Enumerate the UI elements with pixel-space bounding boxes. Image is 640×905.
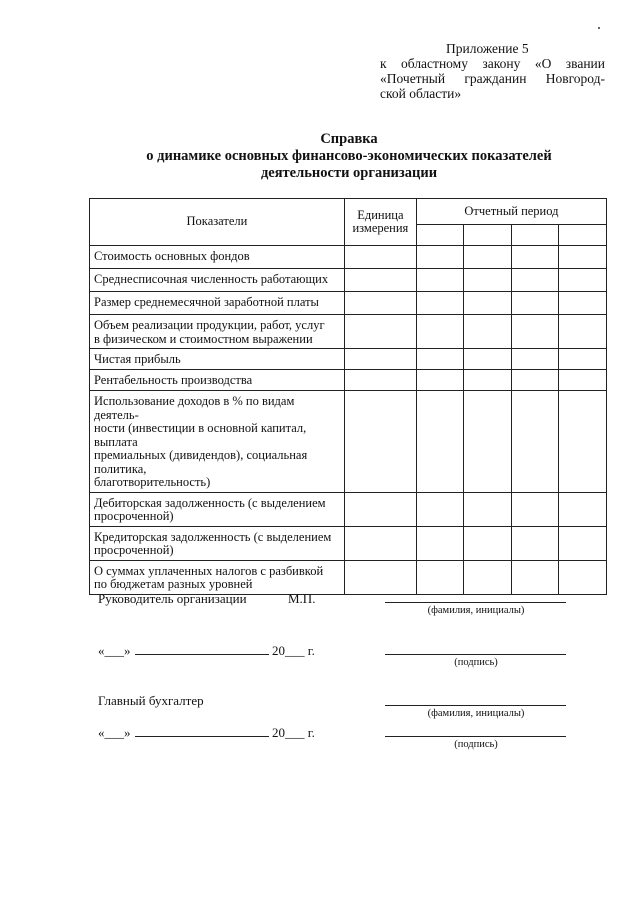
name-line[interactable] <box>385 602 566 603</box>
unit-cell <box>344 492 416 526</box>
header-indicators: Показатели <box>90 199 345 246</box>
value-cell <box>464 349 512 370</box>
indicator-cell <box>90 370 345 391</box>
value-cell <box>559 526 607 560</box>
value-cell <box>464 492 512 526</box>
header-unit-line: измерения <box>352 221 409 235</box>
appendix-line: к областному закону «О звании <box>380 56 605 71</box>
value-cell <box>559 292 607 315</box>
scan-speck <box>598 27 600 29</box>
indicator-text: Объем реализации продукции, работ, услуг <box>94 318 325 332</box>
heading-subtitle: деятельности организации <box>260 165 438 181</box>
indicator-text: по бюджетам разных уровней <box>94 577 253 591</box>
name-caption: (фамилия, инициалы) <box>427 708 525 719</box>
date-month-line[interactable] <box>135 654 269 655</box>
value-cell <box>464 269 512 292</box>
value-cell <box>416 349 464 370</box>
indicator-text: в физическом и стоимостном выражении <box>94 331 313 346</box>
heading-title: Справка <box>320 131 378 147</box>
period-cell <box>416 225 464 246</box>
period-cell <box>464 225 512 246</box>
header-period: Отчетный период <box>416 199 606 225</box>
indicator-text: просроченной) <box>94 509 174 523</box>
value-cell <box>511 269 559 292</box>
unit-cell <box>344 315 416 349</box>
date-year: 20___ г. <box>272 643 315 658</box>
appendix-title: Приложение 5 <box>446 41 529 56</box>
signature-line[interactable] <box>385 736 566 737</box>
date-month-line[interactable] <box>135 736 269 737</box>
value-cell <box>416 315 464 349</box>
value-cell <box>511 292 559 315</box>
name-line[interactable] <box>385 705 566 706</box>
appendix-line: «Почетный гражданин Новгород- <box>380 71 605 86</box>
value-cell <box>559 315 607 349</box>
unit-cell <box>344 391 416 493</box>
value-cell <box>464 370 512 391</box>
document-heading <box>90 131 608 182</box>
value-cell <box>511 370 559 391</box>
value-cell <box>511 391 559 493</box>
value-cell <box>416 526 464 560</box>
signature-caption: (подпись) <box>454 657 498 668</box>
indicator-cell <box>90 560 345 594</box>
unit-cell <box>344 292 416 315</box>
value-cell <box>559 492 607 526</box>
indicator-text: ности (инвестиции в основной капитал, выплата <box>94 421 307 449</box>
value-cell <box>559 269 607 292</box>
value-cell <box>464 246 512 269</box>
indicator-text: Дебиторская задолженность (с выделением <box>94 495 326 510</box>
period-cell <box>511 225 559 246</box>
indicator-text: Использование доходов в % по видам деятель- <box>94 394 295 422</box>
indicator-text: Чистая прибыль <box>94 352 181 366</box>
value-cell <box>416 292 464 315</box>
value-cell <box>416 391 464 493</box>
value-cell <box>416 370 464 391</box>
value-cell <box>511 560 559 594</box>
unit-cell <box>344 370 416 391</box>
indicator-cell <box>90 492 345 526</box>
value-cell <box>511 492 559 526</box>
value-cell <box>416 269 464 292</box>
accountant-label: Главный бухгалтер <box>98 693 204 708</box>
unit-cell <box>344 349 416 370</box>
value-cell <box>559 560 607 594</box>
indicator-cell <box>90 292 345 315</box>
value-cell <box>464 315 512 349</box>
unit-cell <box>344 246 416 269</box>
indicator-text: просроченной) <box>94 543 174 557</box>
date-year: 20___ г. <box>272 725 315 740</box>
stamp-label: М.П. <box>288 591 316 606</box>
name-caption: (фамилия, инициалы) <box>427 605 525 616</box>
indicator-text: Стоимость основных фондов <box>94 249 250 263</box>
appendix-line: ской области» <box>380 86 462 101</box>
date-day: «___» <box>98 643 131 658</box>
indicator-cell <box>90 391 345 493</box>
value-cell <box>511 246 559 269</box>
value-cell <box>464 526 512 560</box>
indicator-text: О суммах уплаченных налогов с разбивкой <box>94 563 324 578</box>
value-cell <box>464 292 512 315</box>
signature-line[interactable] <box>385 654 566 655</box>
value-cell <box>464 391 512 493</box>
indicators-table <box>89 198 607 595</box>
unit-cell <box>344 269 416 292</box>
value-cell <box>559 246 607 269</box>
indicator-text: Размер среднемесячной заработной платы <box>94 295 319 309</box>
indicator-text: Среднесписочная численность работающих <box>94 272 329 286</box>
date-day: «___» <box>98 725 131 740</box>
header-unit <box>344 199 416 246</box>
indicator-text: Кредиторская задолженность (с выделением <box>94 529 332 544</box>
indicator-cell <box>90 315 345 349</box>
indicator-cell <box>90 246 345 269</box>
period-cell <box>559 225 607 246</box>
value-cell <box>511 349 559 370</box>
value-cell <box>416 246 464 269</box>
indicator-cell <box>90 349 345 370</box>
value-cell <box>559 349 607 370</box>
unit-cell <box>344 526 416 560</box>
head-label: Руководитель организации <box>98 591 247 606</box>
signature-caption: (подпись) <box>454 739 498 750</box>
indicator-cell <box>90 526 345 560</box>
value-cell <box>416 492 464 526</box>
value-cell <box>464 560 512 594</box>
indicator-cell <box>90 269 345 292</box>
value-cell <box>559 391 607 493</box>
unit-cell <box>344 560 416 594</box>
header-unit-line: Единица <box>357 207 404 222</box>
appendix-note <box>380 41 605 101</box>
value-cell <box>416 560 464 594</box>
value-cell <box>511 315 559 349</box>
indicator-text: премиальных (дивидендов), социальная политика, <box>94 448 308 476</box>
value-cell <box>511 526 559 560</box>
indicator-text: благотворительность) <box>94 475 211 489</box>
value-cell <box>559 370 607 391</box>
heading-subtitle: о динамике основных финансово-экономических показателей <box>146 148 552 164</box>
indicator-text: Рентабельность производства <box>94 373 253 387</box>
